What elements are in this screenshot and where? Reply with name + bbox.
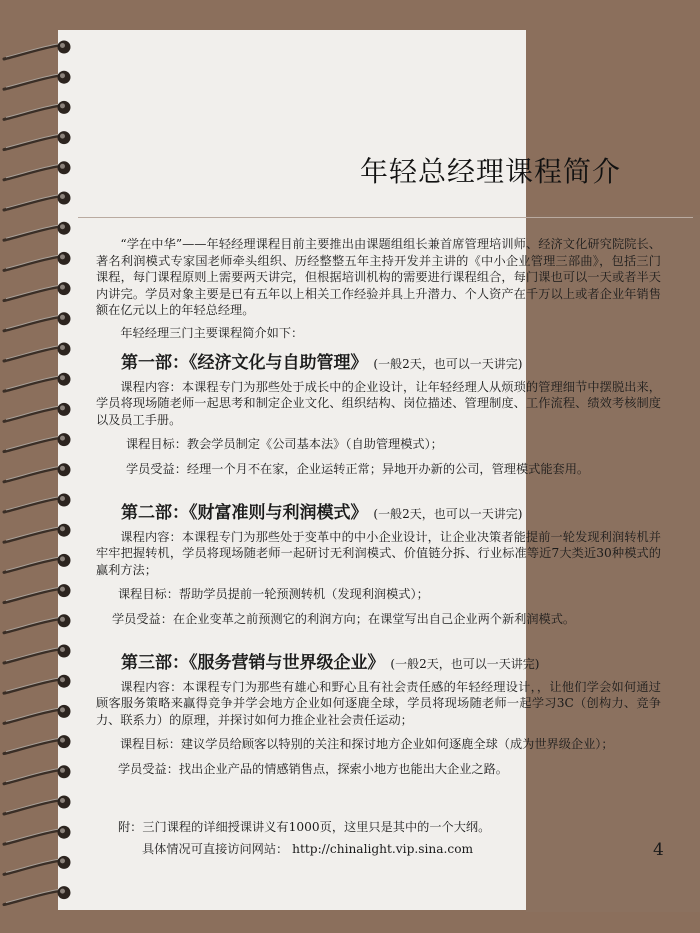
binding-ring xyxy=(4,796,71,815)
binding-ring xyxy=(4,856,71,875)
section-heading: 第二部：《财富准则与利润模式》 (一般2天，也可以一天讲完) xyxy=(121,503,523,523)
binding-ring xyxy=(4,735,71,754)
binding-ring xyxy=(4,554,71,573)
binding-ring xyxy=(4,101,71,120)
section-benefit: 学员受益：在企业变革之前预测它的利润方向；在课堂写出自己企业两个新利润模式。 xyxy=(112,611,576,626)
section-2 xyxy=(96,505,661,627)
binding-ring xyxy=(4,826,71,845)
binding-ring xyxy=(4,373,71,392)
binding-ring xyxy=(4,645,71,664)
section-3 xyxy=(96,655,661,777)
binding-ring xyxy=(4,494,71,513)
binding-ring xyxy=(4,463,71,482)
section-goal: 课程目标：教会学员制定《公司基本法》（自助管理模式）； xyxy=(126,437,443,451)
section-1 xyxy=(96,355,661,477)
binding-ring xyxy=(4,403,71,422)
binding-ring xyxy=(4,222,71,241)
footer-line-2: 具体情况可直接访问网站： http://chinalight.vip.sina.com xyxy=(142,842,474,856)
spiral-binding xyxy=(0,0,90,933)
section-heading: 第一部：《经济文化与自助管理》 (一般2天，也可以一天讲完) xyxy=(121,353,523,373)
binding-ring xyxy=(4,71,71,90)
footer-line-1: 附：三门课程的详细授课讲义有1000页，这里只是其中的一个大纲。 xyxy=(118,820,491,834)
title-divider xyxy=(78,217,693,218)
page-number: 4 xyxy=(653,840,664,860)
binding-ring xyxy=(4,312,71,331)
binding-ring xyxy=(4,252,71,271)
binding-ring xyxy=(4,584,71,603)
binding-ring xyxy=(4,192,71,211)
binding-ring xyxy=(4,765,71,784)
footer-note xyxy=(118,816,490,860)
section-content: 课程内容：本课程专门为那些有雄心和野心且有社会责任感的年轻经理设计，，让他们学会如何通过顾客服务策略来赢得竞争并学会地方企业如何逐鹿全球，学员将现场随老师一起学习3C（创构力、竞争力、联系力）的原理，并探讨如何力推企业社会责任运动； xyxy=(96,679,661,727)
section-content: 课程内容：本课程专门为那些处于变革中的中小企业设计，让企业决策者能提前一轮发现利润转机并牢牢把握转机，学员将现场随老师一起研讨无利润模式、价值链分拆、行业标准等近7大类近30种模式的赢利方法； xyxy=(96,529,661,577)
section-goal: 课程目标：建议学员给顾客以特别的关注和探讨地方企业如何逐鹿全球（成为世界级企业）； xyxy=(120,737,614,751)
section-goal: 课程目标：帮助学员提前一轮预测转机（发现利润模式）； xyxy=(118,587,429,601)
binding-ring xyxy=(4,161,71,180)
binding-ring xyxy=(4,614,71,633)
binding-ring xyxy=(4,343,71,362)
course-description xyxy=(96,236,661,777)
binding-ring xyxy=(4,282,71,301)
binding-ring xyxy=(4,131,71,150)
binding-ring xyxy=(4,675,71,694)
binding-ring xyxy=(4,433,71,452)
intro-subline: 年轻经理三门主要课程简介如下： xyxy=(120,325,304,340)
section-content: 课程内容：本课程专门为那些处于成长中的企业设计，让年轻经理人从烦琐的管理细节中摆脱出来，学员将现场随老师一起思考和制定企业文化、组织结构、岗位描述、管理制度、工作流程、绩效考核制度以及员工手册。 xyxy=(96,379,661,427)
section-heading: 第三部：《服务营销与世界级企业》 (一般2天，也可以一天讲完) xyxy=(121,653,540,673)
intro-paragraph: “学在中华”——年轻经理课程目前主要推出由课题组组长兼首席管理培训师、经济文化研究院院长、著名利润模式专家国老师牵头组织、历经整整五年主持开发并主讲的《中小企业管理三部曲》，包括三门课程，每门课程原则上需要两天讲完，但根据培训机构的需要进行课程组合，每门课也可以一天或者半天内讲完。学员对象主要是已有五年以上相关工作经验并具上升潜力、个人资产在千万以上或者企业年销售额在亿元以上的年轻总经理。 xyxy=(96,237,661,317)
section-benefit: 学员受益：经理一个月不在家，企业运转正常；异地开办新的公司，管理模式能套用。 xyxy=(126,461,590,476)
binding-ring xyxy=(4,705,71,724)
section-benefit: 学员受益：找出企业产品的情感销售点，探索小地方也能出大企业之路。 xyxy=(118,761,508,776)
binding-ring xyxy=(4,524,71,543)
binding-ring xyxy=(4,41,71,60)
binding-ring xyxy=(4,886,71,905)
page-title: 年轻总经理课程简介 xyxy=(360,155,622,188)
